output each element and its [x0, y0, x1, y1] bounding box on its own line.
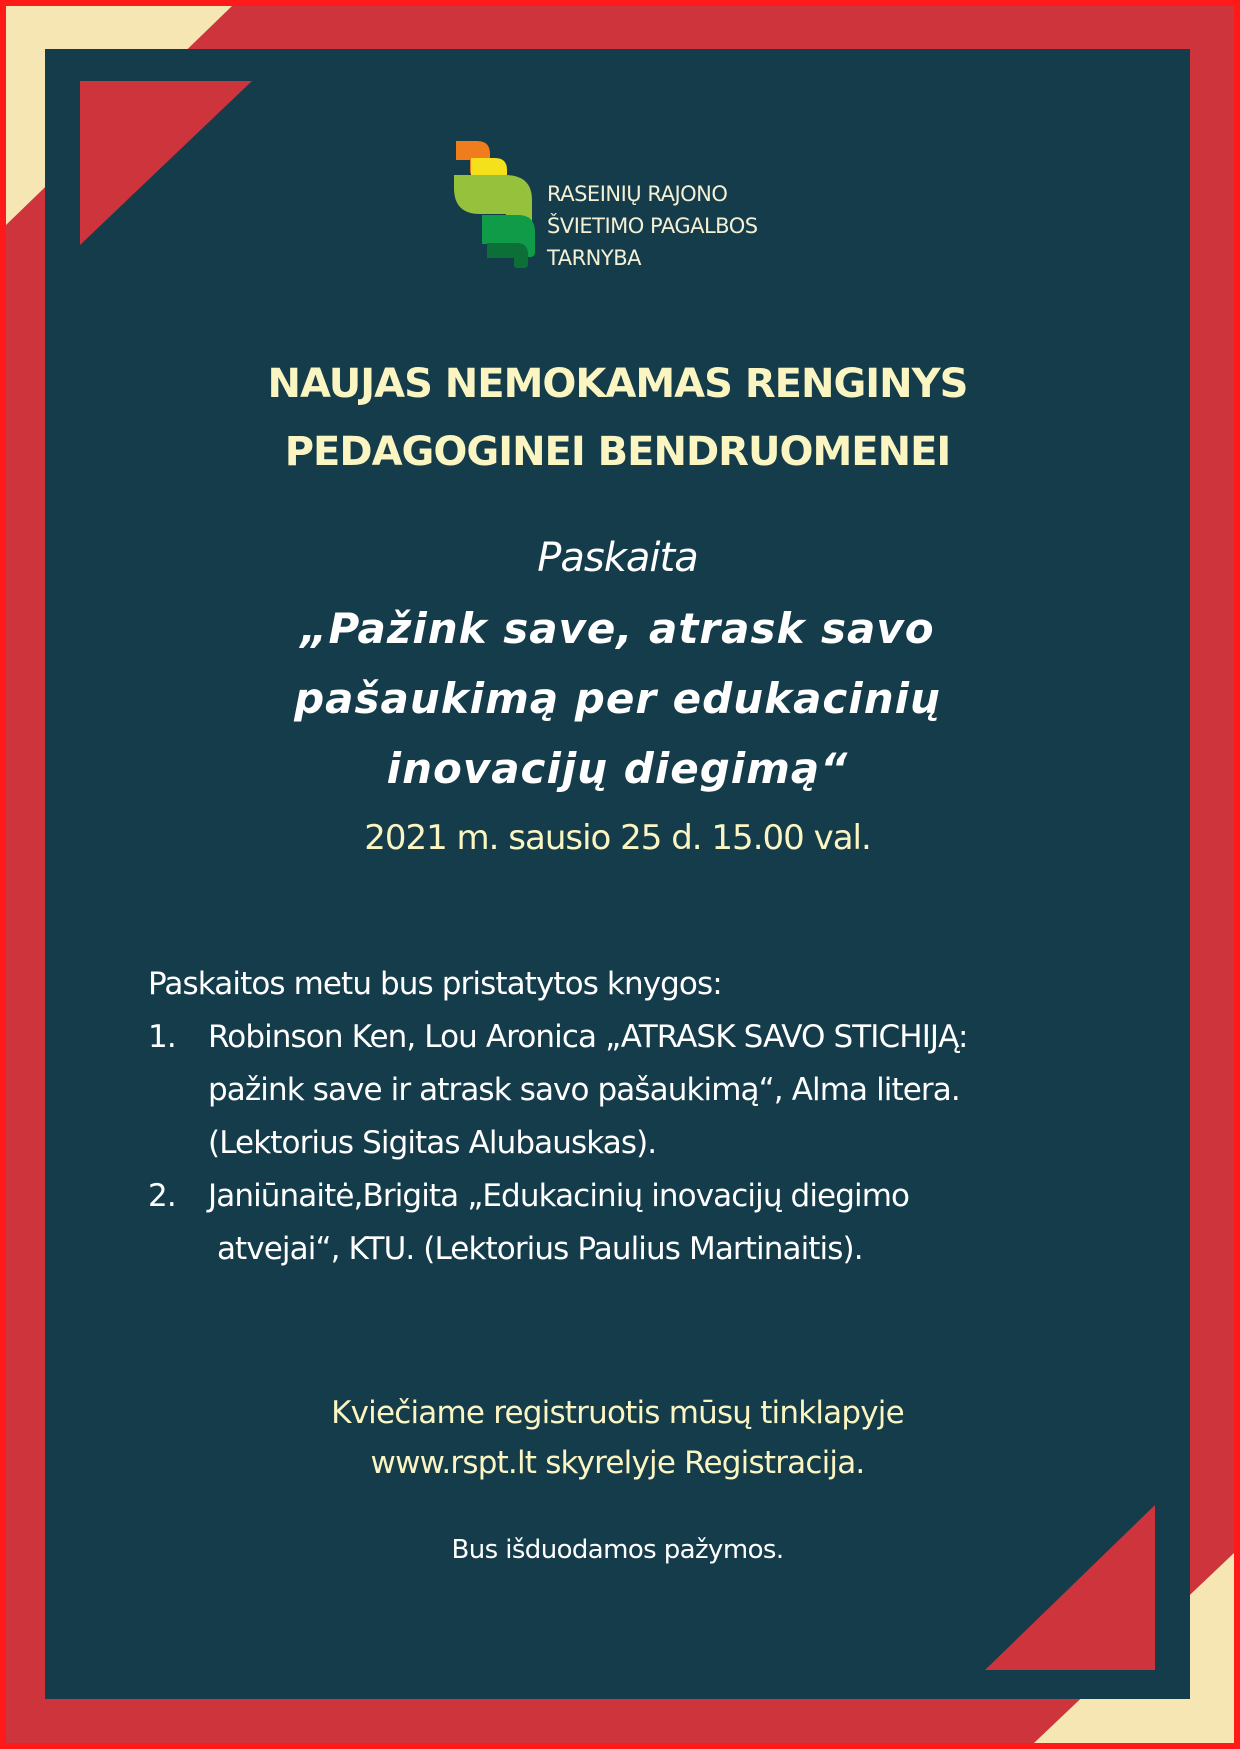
- event-heading: [45, 350, 1190, 486]
- title-line2: pašaukimą per edukacinių: [294, 674, 941, 723]
- book-line: Janiūnaitė,Brigita „Edukacinių inovacijų diegimo: [208, 1178, 910, 1214]
- logo-text-line2: ŠVIETIMO PAGALBOS: [547, 214, 758, 238]
- leaves-logo-icon: [450, 140, 540, 270]
- registration-invite: [45, 1388, 1190, 1488]
- event-datetime: 2021 m. sausio 25 d. 15.00 val.: [364, 818, 871, 858]
- book-number: 2.: [148, 1178, 176, 1214]
- title-line3: inovacijų diegimą“: [386, 744, 849, 793]
- organization-logo: [450, 140, 810, 270]
- book-line: pažink save ir atrask savo pašaukimą“, Alma litera.: [208, 1072, 960, 1108]
- bottom-right-red-triangle: [985, 1505, 1155, 1670]
- book-number: 1.: [148, 1019, 176, 1055]
- book-item-2: [148, 1170, 1108, 1276]
- title-line1: „Pažink save, atrask savo: [300, 604, 935, 653]
- logo-text-line3: TARNYBA: [547, 246, 641, 270]
- book-line: (Lektorius Sigitas Alubauskas).: [208, 1125, 657, 1161]
- books-intro: Paskaitos metu bus pristatytos knygos:: [148, 966, 722, 1002]
- heading-line1: NAUJAS NEMOKAMAS RENGINYS: [267, 361, 968, 407]
- book-line: Robinson Ken, Lou Aronica „ATRASK SAVO STICHIJĄ:: [208, 1019, 968, 1055]
- invite-line1: Kviečiame registruotis mūsų tinklapyje: [331, 1395, 904, 1431]
- heading-line2: PEDAGOGINEI BENDRUOMENEI: [284, 429, 951, 475]
- book-item-1: [148, 1011, 1108, 1170]
- lecture-title: [45, 594, 1190, 804]
- top-left-red-triangle: [80, 81, 252, 245]
- book-line: atvejai“, KTU. (Lektorius Paulius Martinaitis).: [208, 1231, 863, 1267]
- invite-line2: www.rspt.lt skyrelyje Registracija.: [370, 1445, 865, 1481]
- books-section: [148, 958, 1108, 1276]
- certificate-note: Bus išduodamos pažymos.: [451, 1535, 784, 1565]
- event-type: Paskaita: [537, 535, 698, 581]
- logo-text-line1: RASEINIŲ RAJONO: [547, 182, 728, 206]
